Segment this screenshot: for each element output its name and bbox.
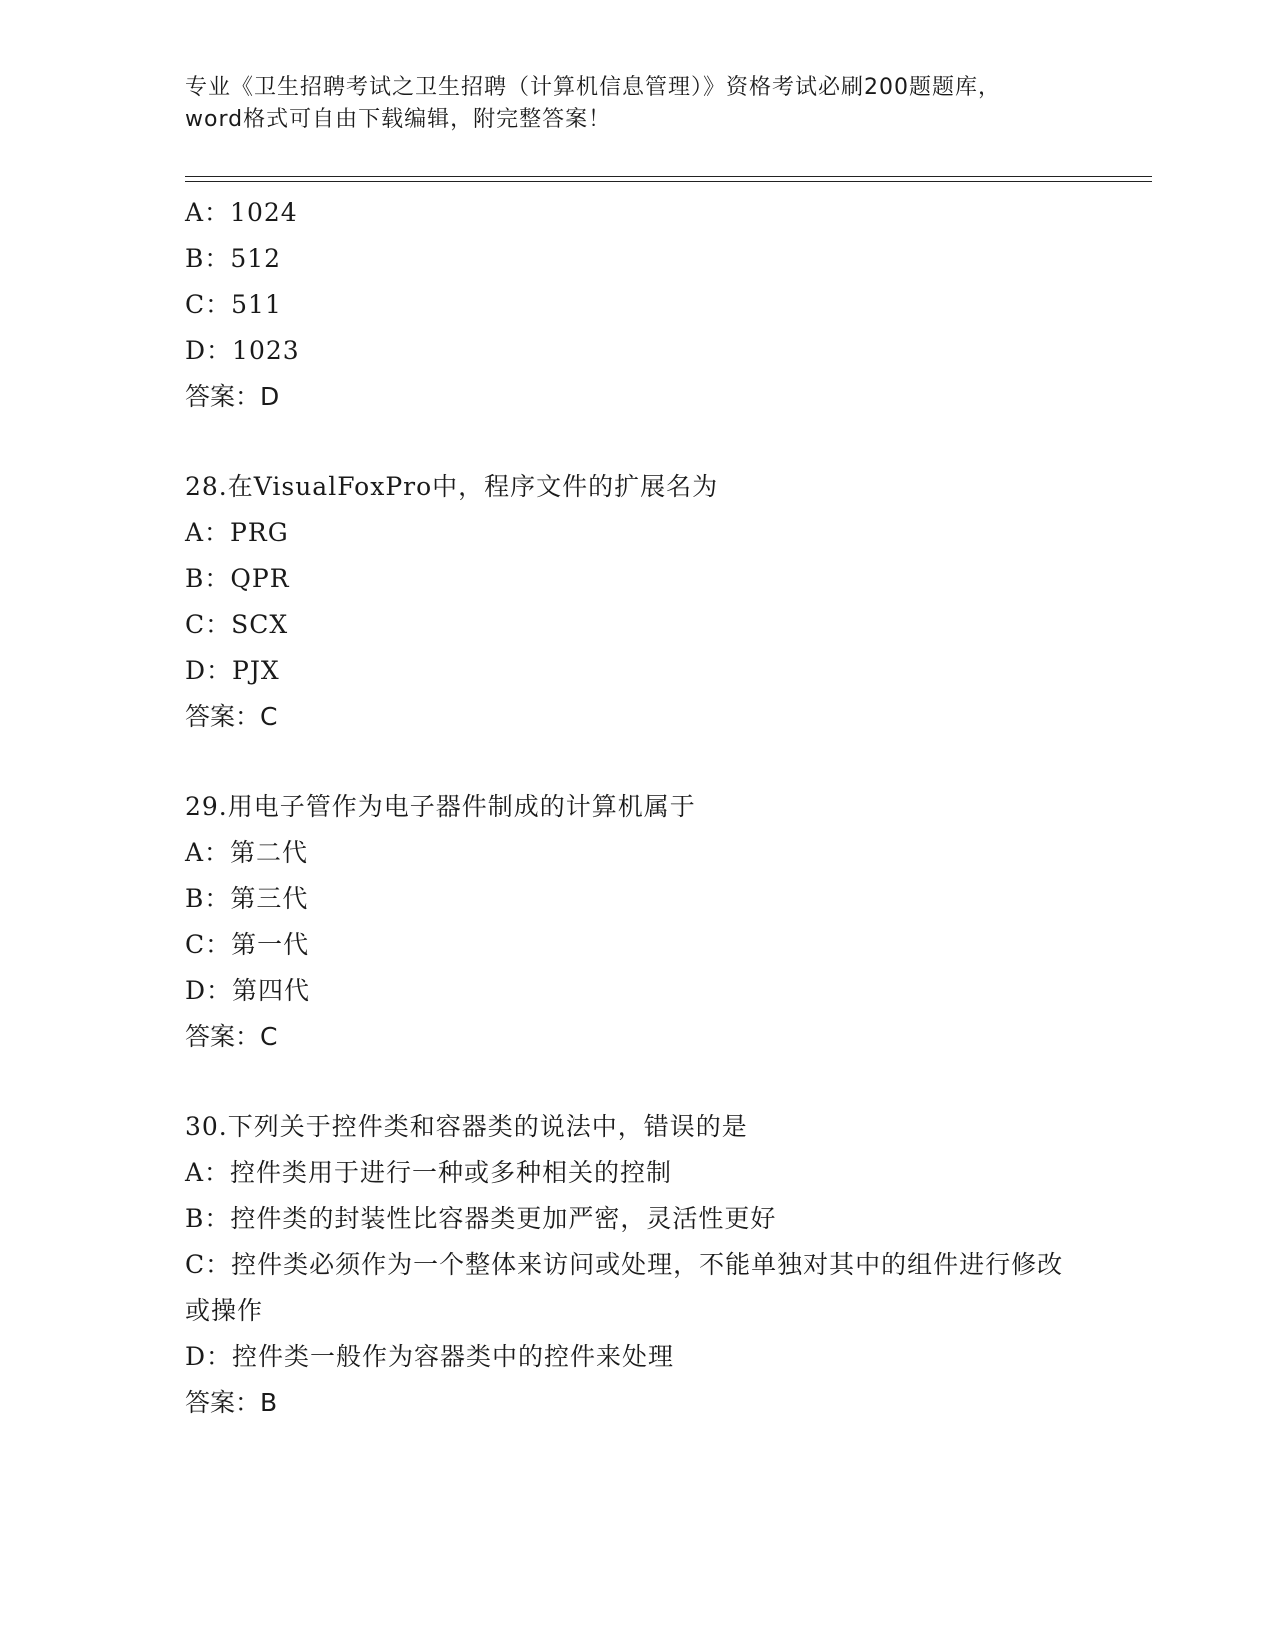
document-header <box>185 72 1085 136</box>
question-list <box>185 190 1085 1426</box>
option-b: B：QPR <box>185 564 290 593</box>
spacer <box>185 1060 1085 1104</box>
spacer <box>185 420 1085 464</box>
option-c: C：第一代 <box>185 930 310 959</box>
answer: 答案：B <box>185 1388 278 1417</box>
answer: 答案：C <box>185 702 278 731</box>
option-b: B：512 <box>185 244 282 273</box>
question-block-30 <box>185 1104 1085 1426</box>
question-text: 28.在VisualFoxPro中，程序文件的扩展名为 <box>185 472 719 501</box>
option-b: B：第三代 <box>185 884 309 913</box>
spacer <box>185 740 1085 784</box>
option-a: A：控件类用于进行一种或多种相关的控制 <box>185 1158 673 1187</box>
option-b: B：控件类的封装性比容器类更加严密，灵活性更好 <box>185 1204 777 1233</box>
question-text: 30.下列关于控件类和容器类的说法中，错误的是 <box>185 1112 748 1141</box>
answer: 答案：C <box>185 1022 278 1051</box>
option-a: A：1024 <box>185 198 298 227</box>
question-block-28 <box>185 464 1085 740</box>
option-c: C：511 <box>185 290 282 319</box>
option-c: C：SCX <box>185 610 289 639</box>
header-divider-bottom <box>185 181 1152 182</box>
option-a: A：第二代 <box>185 838 309 867</box>
question-block-27 <box>185 190 1085 420</box>
question-block-29 <box>185 784 1085 1060</box>
option-d: D：第四代 <box>185 976 311 1005</box>
header-line-2: word格式可自由下载编辑，附完整答案！ <box>185 107 612 132</box>
option-d: D：1023 <box>185 336 300 365</box>
header-divider-top <box>185 176 1152 177</box>
header-line-1: 专业《卫生招聘考试之卫生招聘（计算机信息管理）》资格考试必刷200题题库， <box>185 75 1001 100</box>
answer: 答案：D <box>185 382 280 411</box>
option-d: D：PJX <box>185 656 280 685</box>
option-a: A：PRG <box>185 518 289 547</box>
question-text: 29.用电子管作为电子器件制成的计算机属于 <box>185 792 696 821</box>
option-c: C：控件类必须作为一个整体来访问或处理，不能单独对其中的组件进行修改或操作 <box>185 1250 1064 1325</box>
option-d: D：控件类一般作为容器类中的控件来处理 <box>185 1342 675 1371</box>
